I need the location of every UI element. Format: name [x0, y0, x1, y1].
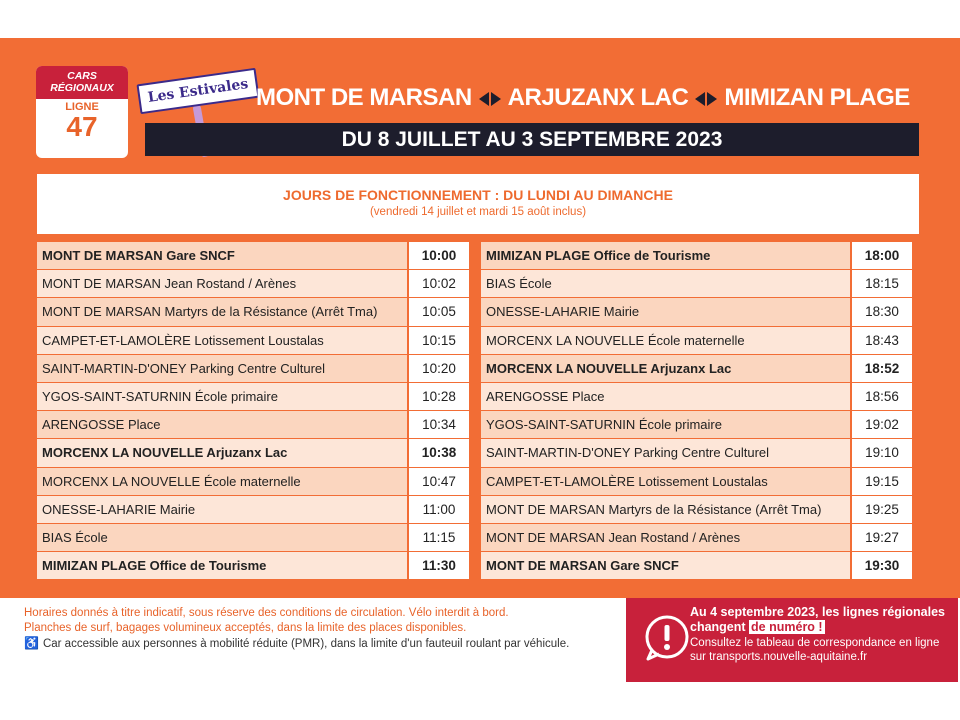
wheelchair-icon: ♿	[24, 636, 39, 650]
operating-days-box	[37, 174, 919, 234]
note-pmr-text: Car accessible aux personnes à mobilité réduite (PMR), dans la limite d'un fauteuil roulant par véhicule.	[42, 638, 570, 650]
departure-time: 10:05	[409, 298, 469, 326]
stop-name: BIAS École	[481, 270, 850, 298]
timetable-row	[481, 439, 912, 467]
timetable-row	[37, 524, 469, 552]
stop-name: SAINT-MARTIN-D'ONEY Parking Centre Culturel	[37, 355, 407, 383]
timetable-row	[37, 383, 469, 411]
stop-name: BIAS École	[37, 524, 407, 552]
timetable-row	[37, 270, 469, 298]
timetable-row	[481, 552, 912, 580]
stop-name: ONESSE-LAHARIE Mairie	[481, 298, 850, 326]
alert-highlight: de numéro !	[751, 620, 823, 634]
timetable-row	[37, 242, 469, 270]
line-number: 47	[66, 111, 98, 142]
timetable-row	[481, 355, 912, 383]
line-badge	[36, 66, 128, 158]
alert-headline-text: Au 4 septembre 2023, les lignes régionales changent	[690, 605, 945, 634]
route-from: MONT DE MARSAN	[256, 84, 472, 111]
stop-name: ONESSE-LAHARIE Mairie	[37, 496, 407, 524]
departure-time: 18:43	[852, 327, 912, 355]
stop-name: MORCENX LA NOUVELLE Arjuzanx Lac	[37, 439, 407, 467]
stop-name: ARENGOSSE Place	[481, 383, 850, 411]
departure-time: 11:00	[409, 496, 469, 524]
note-line-1: Horaires donnés à titre indicatif, sous réserve des conditions de circulation. Vélo interdit à bord.	[24, 607, 509, 619]
two-way-arrow-icon	[694, 84, 718, 111]
departure-time: 18:00	[852, 242, 912, 270]
departure-time: 18:52	[852, 355, 912, 383]
stop-name: MONT DE MARSAN Jean Rostand / Arènes	[37, 270, 407, 298]
line-label: LIGNE	[65, 101, 99, 113]
departure-time: 11:15	[409, 524, 469, 552]
timetable-row	[481, 496, 912, 524]
footnotes	[24, 606, 604, 652]
stop-name: MONT DE MARSAN Jean Rostand / Arènes	[481, 524, 850, 552]
departure-time: 10:20	[409, 355, 469, 383]
departure-time: 10:15	[409, 327, 469, 355]
stop-name: ARENGOSSE Place	[37, 411, 407, 439]
departure-time: 18:30	[852, 298, 912, 326]
stop-name: MONT DE MARSAN Gare SNCF	[37, 242, 407, 270]
departure-time: 10:38	[409, 439, 469, 467]
stop-name: MONT DE MARSAN Martyrs de la Résistance (Arrêt Tma)	[37, 298, 407, 326]
timetable-row	[481, 411, 912, 439]
route-via: ARJUZANX LAC	[507, 84, 689, 111]
timetable-row	[481, 327, 912, 355]
departure-time: 19:10	[852, 439, 912, 467]
alert-body: Consultez le tableau de correspondance en ligne sur transports.nouvelle-aquitaine.fr	[690, 637, 940, 663]
timetable-row	[481, 242, 912, 270]
return-timetable	[481, 242, 912, 580]
operating-days-title: JOURS DE FONCTIONNEMENT : DU LUNDI AU DIMANCHE	[283, 187, 673, 203]
stop-name: MORCENX LA NOUVELLE Arjuzanx Lac	[481, 355, 850, 383]
stop-name: SAINT-MARTIN-D'ONEY Parking Centre Culturel	[481, 439, 850, 467]
stop-name: MORCENX LA NOUVELLE École maternelle	[37, 468, 407, 496]
alert-headline	[690, 605, 950, 635]
stop-name: MIMIZAN PLAGE Office de Tourisme	[481, 242, 850, 270]
timetable-row	[37, 411, 469, 439]
stop-name: YGOS-SAINT-SATURNIN École primaire	[37, 383, 407, 411]
stop-name: CAMPET-ET-LAMOLÈRE Lotissement Loustalas	[481, 468, 850, 496]
stop-name: MORCENX LA NOUVELLE École maternelle	[481, 327, 850, 355]
departure-time: 19:02	[852, 411, 912, 439]
stop-name: YGOS-SAINT-SATURNIN École primaire	[481, 411, 850, 439]
numbering-change-alert	[626, 598, 958, 682]
timetable-row	[37, 468, 469, 496]
departure-time: 10:28	[409, 383, 469, 411]
timetable-row	[37, 439, 469, 467]
departure-time: 19:30	[852, 552, 912, 580]
departure-time: 18:56	[852, 383, 912, 411]
route-title	[256, 84, 910, 112]
timetable-row	[481, 298, 912, 326]
stop-name: MIMIZAN PLAGE Office de Tourisme	[37, 552, 407, 580]
departure-time: 19:25	[852, 496, 912, 524]
exclamation-bubble-icon	[642, 612, 692, 662]
outbound-timetable	[37, 242, 469, 580]
timetable-row	[37, 355, 469, 383]
stop-name: CAMPET-ET-LAMOLÈRE Lotissement Loustalas	[37, 327, 407, 355]
departure-time: 18:15	[852, 270, 912, 298]
note-line-2: Planches de surf, bagages volumineux acceptés, dans la limite des places disponibles.	[24, 622, 467, 634]
departure-time: 10:00	[409, 242, 469, 270]
departure-time: 19:27	[852, 524, 912, 552]
departure-time: 10:02	[409, 270, 469, 298]
timetable-row	[481, 383, 912, 411]
timetable-row	[37, 552, 469, 580]
timetable-row	[481, 270, 912, 298]
route-to: MIMIZAN PLAGE	[724, 84, 910, 111]
timetable-row	[37, 327, 469, 355]
stop-name: MONT DE MARSAN Gare SNCF	[481, 552, 850, 580]
stop-name: MONT DE MARSAN Martyrs de la Résistance (Arrêt Tma)	[481, 496, 850, 524]
timetable-row	[37, 298, 469, 326]
departure-time: 10:47	[409, 468, 469, 496]
departure-time: 11:30	[409, 552, 469, 580]
network-label: CARS RÉGIONAUX	[36, 66, 128, 99]
timetable-row	[481, 468, 912, 496]
operating-days-subtitle: (vendredi 14 juillet et mardi 15 août inclus)	[369, 206, 587, 218]
timetable-row	[37, 496, 469, 524]
timetable-row	[481, 524, 912, 552]
date-range-banner: DU 8 JUILLET AU 3 SEPTEMBRE 2023	[145, 123, 919, 156]
departure-time: 19:15	[852, 468, 912, 496]
departure-time: 10:34	[409, 411, 469, 439]
estivales-sign: Les Estivales	[136, 68, 259, 114]
note-pmr	[24, 636, 604, 652]
two-way-arrow-icon	[478, 84, 502, 111]
